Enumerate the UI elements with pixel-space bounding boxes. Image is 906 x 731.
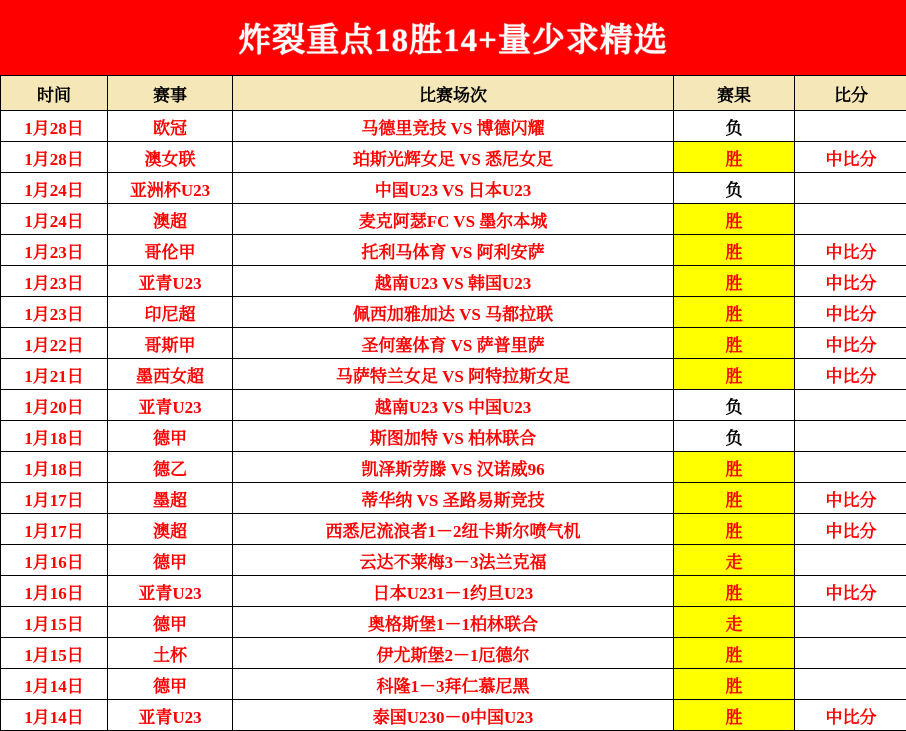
cell-league: 土杯 [108, 638, 233, 669]
cell-result: 胜 [674, 669, 795, 700]
table-row [1, 297, 906, 328]
table-row [1, 669, 906, 700]
cell-score [795, 638, 906, 669]
cell-league: 哥伦甲 [108, 235, 233, 266]
header-league: 赛事 [108, 76, 233, 111]
table-row [1, 576, 906, 607]
cell-time: 1月23日 [1, 266, 108, 297]
cell-score: 中比分 [795, 700, 906, 731]
cell-match: 中国U23 VS 日本U23 [233, 173, 674, 204]
table-row [1, 142, 906, 173]
cell-result: 胜 [674, 328, 795, 359]
cell-league: 亚青U23 [108, 576, 233, 607]
table-row [1, 204, 906, 235]
cell-match: 科隆1－3拜仁慕尼黑 [233, 669, 674, 700]
cell-match: 马德里竞技 VS 博德闪耀 [233, 111, 674, 142]
cell-league: 澳超 [108, 204, 233, 235]
cell-score: 中比分 [795, 514, 906, 545]
cell-time: 1月18日 [1, 452, 108, 483]
cell-result: 负 [674, 421, 795, 452]
cell-result: 胜 [674, 235, 795, 266]
cell-match: 伊尤斯堡2－1厄德尔 [233, 638, 674, 669]
cell-score [795, 545, 906, 576]
table-row [1, 700, 906, 731]
cell-league: 亚青U23 [108, 390, 233, 421]
cell-result: 负 [674, 390, 795, 421]
cell-score: 中比分 [795, 359, 906, 390]
banner [0, 0, 906, 75]
cell-score [795, 452, 906, 483]
header-time: 时间 [1, 76, 108, 111]
cell-match: 托利马体育 VS 阿利安萨 [233, 235, 674, 266]
cell-time: 1月21日 [1, 359, 108, 390]
table-row [1, 235, 906, 266]
cell-result: 负 [674, 173, 795, 204]
cell-time: 1月20日 [1, 390, 108, 421]
cell-score [795, 669, 906, 700]
cell-time: 1月17日 [1, 514, 108, 545]
cell-league: 德乙 [108, 452, 233, 483]
table-row [1, 545, 906, 576]
cell-match: 斯图加特 VS 柏林联合 [233, 421, 674, 452]
cell-league: 亚青U23 [108, 700, 233, 731]
cell-time: 1月24日 [1, 204, 108, 235]
cell-result: 走 [674, 545, 795, 576]
cell-time: 1月22日 [1, 328, 108, 359]
cell-score: 中比分 [795, 483, 906, 514]
cell-league: 澳女联 [108, 142, 233, 173]
cell-result: 胜 [674, 297, 795, 328]
header-score: 比分 [795, 76, 906, 111]
cell-league: 亚青U23 [108, 266, 233, 297]
cell-result: 胜 [674, 359, 795, 390]
cell-result: 胜 [674, 700, 795, 731]
table-row [1, 452, 906, 483]
cell-time: 1月15日 [1, 638, 108, 669]
cell-match: 西悉尼流浪者1－2纽卡斯尔喷气机 [233, 514, 674, 545]
cell-result: 胜 [674, 142, 795, 173]
cell-match: 云达不莱梅3－3法兰克福 [233, 545, 674, 576]
table-row [1, 328, 906, 359]
cell-match: 圣何塞体育 VS 萨普里萨 [233, 328, 674, 359]
table-body [1, 111, 906, 731]
cell-score [795, 111, 906, 142]
cell-league: 德甲 [108, 421, 233, 452]
header-result: 赛果 [674, 76, 795, 111]
cell-match: 越南U23 VS 中国U23 [233, 390, 674, 421]
cell-time: 1月16日 [1, 576, 108, 607]
table-header-row [1, 76, 906, 111]
cell-league: 墨超 [108, 483, 233, 514]
banner-title: 炸裂重点18胜14+量少求精选 [238, 14, 668, 61]
cell-time: 1月23日 [1, 297, 108, 328]
table-row [1, 638, 906, 669]
cell-match: 越南U23 VS 韩国U23 [233, 266, 674, 297]
cell-match: 泰国U230－0中国U23 [233, 700, 674, 731]
header-match: 比赛场次 [233, 76, 674, 111]
cell-score: 中比分 [795, 235, 906, 266]
cell-score: 中比分 [795, 328, 906, 359]
table-row [1, 483, 906, 514]
cell-league: 印尼超 [108, 297, 233, 328]
cell-result: 胜 [674, 266, 795, 297]
cell-league: 欧冠 [108, 111, 233, 142]
cell-time: 1月14日 [1, 700, 108, 731]
cell-result: 胜 [674, 452, 795, 483]
cell-score: 中比分 [795, 297, 906, 328]
table-row [1, 266, 906, 297]
cell-score [795, 421, 906, 452]
cell-score: 中比分 [795, 576, 906, 607]
table-row [1, 607, 906, 638]
cell-match: 奥格斯堡1－1柏林联合 [233, 607, 674, 638]
cell-result: 胜 [674, 483, 795, 514]
table-row [1, 421, 906, 452]
cell-score [795, 607, 906, 638]
cell-match: 蒂华纳 VS 圣路易斯竞技 [233, 483, 674, 514]
cell-result: 负 [674, 111, 795, 142]
cell-result: 胜 [674, 514, 795, 545]
cell-score: 中比分 [795, 142, 906, 173]
cell-match: 凯泽斯劳滕 VS 汉诺威96 [233, 452, 674, 483]
cell-score: 中比分 [795, 266, 906, 297]
cell-match: 日本U231－1约旦U23 [233, 576, 674, 607]
cell-match: 珀斯光辉女足 VS 悉尼女足 [233, 142, 674, 173]
cell-time: 1月17日 [1, 483, 108, 514]
cell-score [795, 390, 906, 421]
cell-league: 墨西女超 [108, 359, 233, 390]
table-row [1, 390, 906, 421]
cell-time: 1月15日 [1, 607, 108, 638]
table-row [1, 173, 906, 204]
cell-result: 走 [674, 607, 795, 638]
cell-league: 德甲 [108, 545, 233, 576]
cell-score [795, 173, 906, 204]
cell-time: 1月14日 [1, 669, 108, 700]
cell-score [795, 204, 906, 235]
match-table [0, 75, 906, 731]
cell-time: 1月23日 [1, 235, 108, 266]
cell-league: 德甲 [108, 607, 233, 638]
cell-time: 1月16日 [1, 545, 108, 576]
cell-time: 1月28日 [1, 142, 108, 173]
table-row [1, 111, 906, 142]
cell-result: 胜 [674, 204, 795, 235]
table-row [1, 514, 906, 545]
table-row [1, 359, 906, 390]
cell-match: 马萨特兰女足 VS 阿特拉斯女足 [233, 359, 674, 390]
cell-result: 胜 [674, 638, 795, 669]
cell-league: 哥斯甲 [108, 328, 233, 359]
cell-time: 1月28日 [1, 111, 108, 142]
cell-league: 德甲 [108, 669, 233, 700]
cell-time: 1月18日 [1, 421, 108, 452]
cell-match: 麦克阿瑟FC VS 墨尔本城 [233, 204, 674, 235]
table-header [1, 76, 906, 111]
cell-league: 澳超 [108, 514, 233, 545]
cell-time: 1月24日 [1, 173, 108, 204]
cell-league: 亚洲杯U23 [108, 173, 233, 204]
cell-result: 胜 [674, 576, 795, 607]
cell-match: 佩西加雅加达 VS 马都拉联 [233, 297, 674, 328]
